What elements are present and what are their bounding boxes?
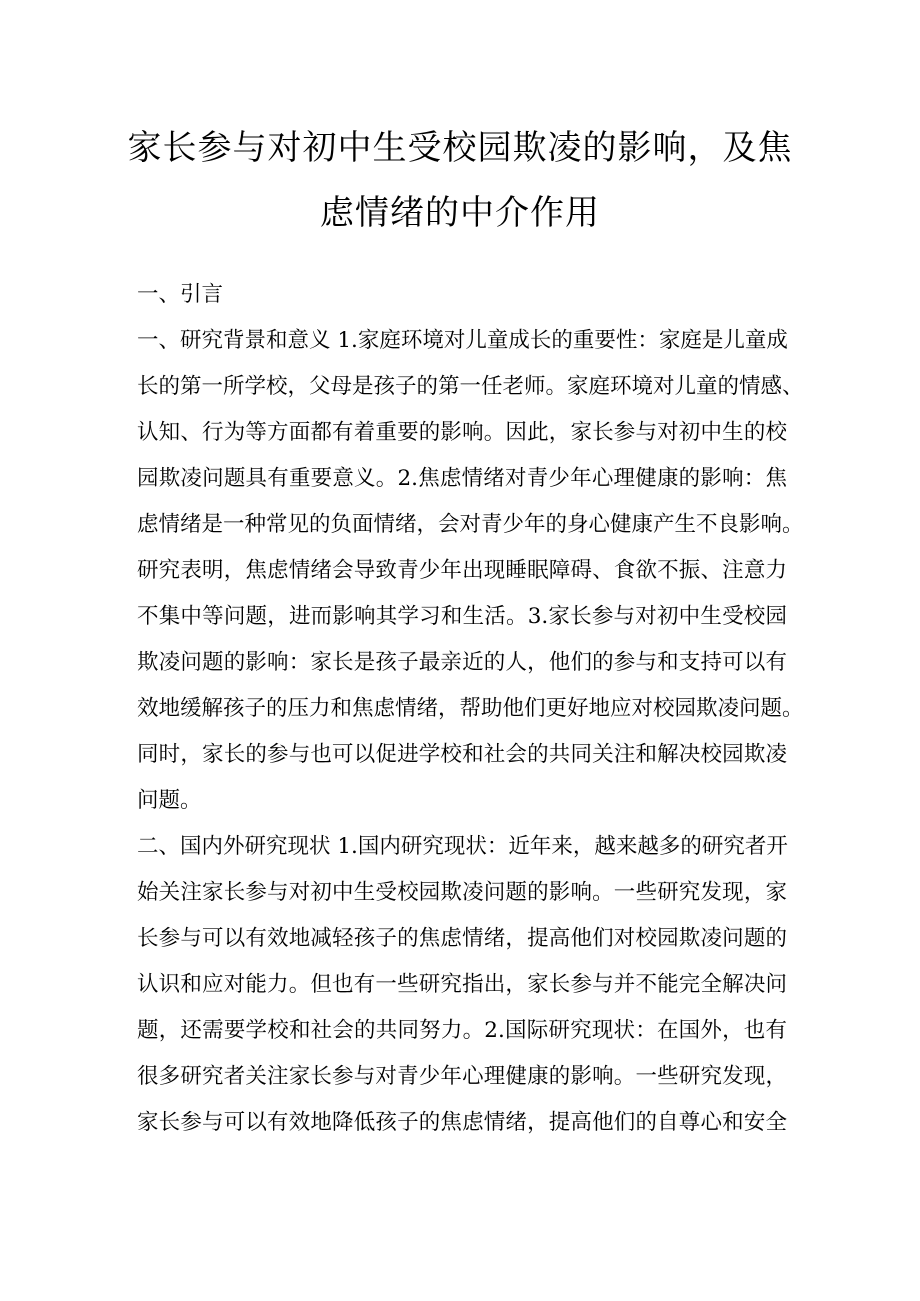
body-text-line: 问题。	[137, 788, 202, 813]
body-text-line: 题，还需要学校和社会的共同努力。2.国际研究现状：在国外，也有	[137, 1018, 787, 1043]
document-body	[137, 280, 804, 1154]
body-text-line: 园欺凌问题具有重要意义。2.焦虑情绪对青少年心理健康的影响：焦	[137, 466, 787, 491]
body-text-line: 二、国内外研究现状 1.国内研究现状：近年来，越来越多的研究者开	[137, 834, 788, 859]
body-text-line: 家长参与可以有效地降低孩子的焦虑情绪，提高他们的自尊心和安全	[137, 1110, 787, 1135]
body-text-line: 一、引言	[137, 282, 224, 307]
body-text-line: 效地缓解孩子的压力和焦虑情绪，帮助他们更好地应对校园欺凌问题。	[137, 696, 804, 721]
body-text-line: 不集中等问题，进而影响其学习和生活。3.家长参与对初中生受校园	[137, 604, 787, 629]
body-text-line: 认知、行为等方面都有着重要的影响。因此，家长参与对初中生的校	[137, 420, 787, 445]
body-text-line: 研究表明，焦虑情绪会导致青少年出现睡眠障碍、食欲不振、注意力	[137, 558, 787, 583]
document-title-line-2: 虑情绪的中介作用	[320, 193, 600, 233]
body-text-line: 很多研究者关注家长参与对青少年心理健康的影响。一些研究发现，	[137, 1064, 787, 1089]
body-text-line: 始关注家长参与对初中生受校园欺凌问题的影响。一些研究发现，家	[137, 880, 787, 905]
body-text-line: 一、研究背景和意义 1.家庭环境对儿童成长的重要性：家庭是儿童成	[137, 328, 788, 353]
body-text-line: 欺凌问题的影响：家长是孩子最亲近的人，他们的参与和支持可以有	[137, 650, 787, 675]
body-text-line: 同时，家长的参与也可以促进学校和社会的共同关注和解决校园欺凌	[137, 742, 787, 767]
document-title-line-1: 家长参与对初中生受校园欺凌的影响，及焦	[127, 128, 793, 168]
body-text-line: 认识和应对能力。但也有一些研究指出，家长参与并不能完全解决问	[137, 972, 787, 997]
body-text-line: 虑情绪是一种常见的负面情绪，会对青少年的身心健康产生不良影响。	[137, 512, 804, 537]
body-text-line: 长参与可以有效地减轻孩子的焦虑情绪，提高他们对校园欺凌问题的	[137, 926, 787, 951]
body-text-line: 长的第一所学校，父母是孩子的第一任老师。家庭环境对儿童的情感、	[137, 374, 804, 399]
